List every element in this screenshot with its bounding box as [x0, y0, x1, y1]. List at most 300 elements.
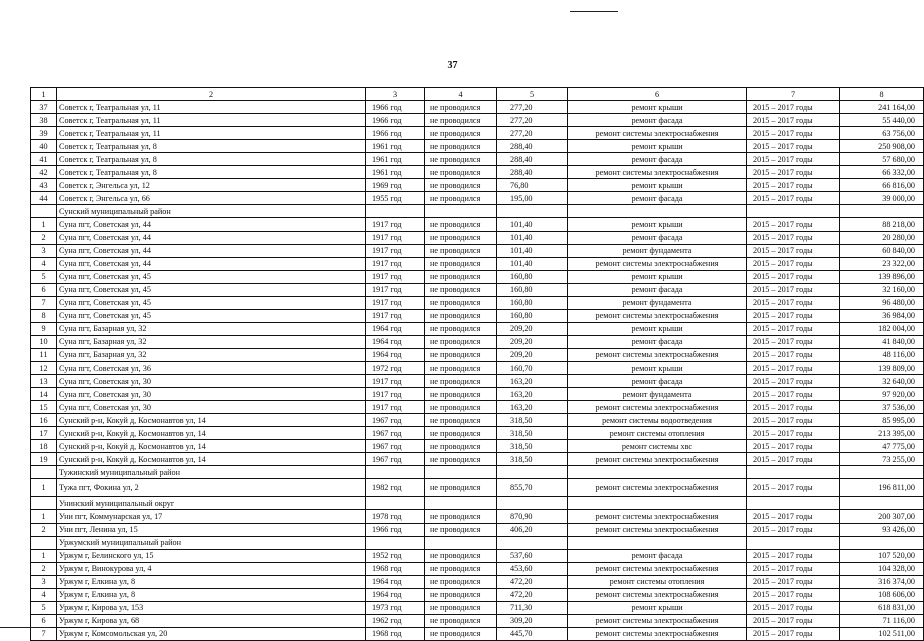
area-cell: 277,20	[497, 114, 568, 127]
column-number: 5	[497, 88, 568, 101]
area-cell: 101,40	[497, 218, 568, 231]
last-repair-cell: не проводился	[425, 114, 497, 127]
table-row	[31, 257, 924, 270]
address-cell: Суна пгт, Советская ул, 45	[57, 283, 366, 296]
row-number: 40	[31, 140, 57, 153]
last-repair-cell: не проводился	[425, 375, 497, 388]
cost-cell: 213 395,00	[840, 427, 924, 440]
cost-cell: 139 896,00	[840, 270, 924, 283]
row-number: 4	[31, 257, 57, 270]
table-row	[31, 140, 924, 153]
work-type-cell: ремонт фасада	[568, 549, 747, 562]
period-cell: 2015 – 2017 годы	[747, 549, 840, 562]
last-repair-cell: не проводился	[425, 427, 497, 440]
period-cell: 2015 – 2017 годы	[747, 257, 840, 270]
table-row	[31, 348, 924, 361]
cost-cell: 57 680,00	[840, 153, 924, 166]
empty-cell	[425, 205, 497, 218]
work-type-cell: ремонт системы электроснабжения	[568, 614, 747, 627]
table-row	[31, 588, 924, 601]
last-repair-cell: не проводился	[425, 309, 497, 322]
cost-cell: 48 116,00	[840, 348, 924, 361]
row-number: 6	[31, 614, 57, 627]
last-repair-cell: не проводился	[425, 479, 497, 497]
row-number: 3	[31, 244, 57, 257]
area-cell: 870,90	[497, 510, 568, 523]
area-cell: 711,30	[497, 601, 568, 614]
area-cell: 309,20	[497, 614, 568, 627]
period-cell: 2015 – 2017 годы	[747, 244, 840, 257]
last-repair-cell: не проводился	[425, 453, 497, 466]
empty-cell	[840, 466, 924, 479]
table-row	[31, 296, 924, 309]
work-type-cell: ремонт крыши	[568, 140, 747, 153]
work-type-cell: ремонт системы электроснабжения	[568, 479, 747, 497]
area-cell: 318,50	[497, 427, 568, 440]
work-type-cell: ремонт крыши	[568, 218, 747, 231]
last-repair-cell: не проводился	[425, 440, 497, 453]
empty-cell	[747, 466, 840, 479]
last-repair-cell: не проводился	[425, 348, 497, 361]
cost-cell: 139 809,00	[840, 361, 924, 374]
row-number: 43	[31, 179, 57, 192]
empty-cell	[497, 466, 568, 479]
row-number: 9	[31, 322, 57, 335]
year-built-cell: 1966 год	[366, 523, 425, 536]
last-repair-cell: не проводился	[425, 361, 497, 374]
address-cell: Уни пгт, Коммунарская ул, 17	[57, 510, 366, 523]
last-repair-cell: не проводился	[425, 179, 497, 192]
table-row	[31, 192, 924, 205]
table-row	[31, 335, 924, 348]
work-type-cell: ремонт системы электроснабжения	[568, 401, 747, 414]
last-repair-cell: не проводился	[425, 510, 497, 523]
area-cell: 277,20	[497, 101, 568, 114]
area-cell: 318,50	[497, 453, 568, 466]
year-built-cell: 1917 год	[366, 257, 425, 270]
column-number: 4	[425, 88, 497, 101]
district-section-row	[31, 497, 924, 510]
row-number: 7	[31, 296, 57, 309]
row-number: 11	[31, 348, 57, 361]
work-type-cell: ремонт фасада	[568, 153, 747, 166]
area-cell: 160,80	[497, 309, 568, 322]
year-built-cell: 1966 год	[366, 114, 425, 127]
table-row	[31, 322, 924, 335]
table-row	[31, 179, 924, 192]
address-cell: Уржум г, Елкина ул, 8	[57, 575, 366, 588]
work-type-cell: ремонт системы электроснабжения	[568, 453, 747, 466]
cost-cell: 97 920,00	[840, 388, 924, 401]
row-number: 2	[31, 231, 57, 244]
year-built-cell: 1917 год	[366, 270, 425, 283]
year-built-cell: 1982 год	[366, 479, 425, 497]
work-type-cell: ремонт системы электроснабжения	[568, 562, 747, 575]
table-row	[31, 375, 924, 388]
table-row	[31, 479, 924, 497]
work-type-cell: ремонт фундамента	[568, 388, 747, 401]
last-repair-cell: не проводился	[425, 244, 497, 257]
period-cell: 2015 – 2017 годы	[747, 335, 840, 348]
year-built-cell: 1978 год	[366, 510, 425, 523]
period-cell: 2015 – 2017 годы	[747, 101, 840, 114]
period-cell: 2015 – 2017 годы	[747, 440, 840, 453]
table-row	[31, 101, 924, 114]
table-row	[31, 361, 924, 374]
cost-cell: 73 255,00	[840, 453, 924, 466]
area-cell: 288,40	[497, 140, 568, 153]
area-cell: 101,40	[497, 257, 568, 270]
period-cell: 2015 – 2017 годы	[747, 427, 840, 440]
cost-cell: 37 536,00	[840, 401, 924, 414]
address-cell: Уржум г, Кирова ул, 153	[57, 601, 366, 614]
empty-cell	[497, 205, 568, 218]
column-number: 8	[840, 88, 924, 101]
work-type-cell: ремонт фасада	[568, 192, 747, 205]
row-number: 42	[31, 166, 57, 179]
row-number: 3	[31, 575, 57, 588]
row-number: 19	[31, 453, 57, 466]
address-cell: Уни пгт, Ленина ул, 15	[57, 523, 366, 536]
address-cell: Советск г, Театральная ул, 11	[57, 114, 366, 127]
area-cell: 318,50	[497, 414, 568, 427]
year-built-cell: 1964 год	[366, 335, 425, 348]
address-cell: Суна пгт, Советская ул, 44	[57, 244, 366, 257]
row-number: 15	[31, 401, 57, 414]
work-type-cell: ремонт фундамента	[568, 296, 747, 309]
row-number: 1	[31, 510, 57, 523]
year-built-cell: 1961 год	[366, 153, 425, 166]
empty-cell	[31, 205, 57, 218]
work-type-cell: ремонт крыши	[568, 361, 747, 374]
district-section-row	[31, 466, 924, 479]
cost-cell: 55 440,00	[840, 114, 924, 127]
address-cell: Суна пгт, Базарная ул, 32	[57, 322, 366, 335]
row-number: 18	[31, 440, 57, 453]
table-row	[31, 523, 924, 536]
cost-cell: 93 426,00	[840, 523, 924, 536]
address-cell: Суна пгт, Советская ул, 30	[57, 388, 366, 401]
cost-cell: 63 756,00	[840, 127, 924, 140]
table-row	[31, 244, 924, 257]
row-number: 1	[31, 549, 57, 562]
period-cell: 2015 – 2017 годы	[747, 270, 840, 283]
cost-cell: 36 984,00	[840, 309, 924, 322]
year-built-cell: 1968 год	[366, 627, 425, 640]
work-type-cell: ремонт системы электроснабжения	[568, 166, 747, 179]
work-type-cell: ремонт крыши	[568, 601, 747, 614]
year-built-cell: 1961 год	[366, 140, 425, 153]
period-cell: 2015 – 2017 годы	[747, 140, 840, 153]
table-row	[31, 510, 924, 523]
address-cell: Суна пгт, Базарная ул, 32	[57, 335, 366, 348]
last-repair-cell: не проводился	[425, 562, 497, 575]
row-number: 38	[31, 114, 57, 127]
last-repair-cell: не проводился	[425, 588, 497, 601]
address-cell: Суна пгт, Советская ул, 44	[57, 257, 366, 270]
cost-cell: 41 840,00	[840, 335, 924, 348]
year-built-cell: 1917 год	[366, 283, 425, 296]
year-built-cell: 1955 год	[366, 192, 425, 205]
last-repair-cell: не проводился	[425, 192, 497, 205]
period-cell: 2015 – 2017 годы	[747, 510, 840, 523]
row-number: 8	[31, 309, 57, 322]
last-repair-cell: не проводился	[425, 549, 497, 562]
period-cell: 2015 – 2017 годы	[747, 231, 840, 244]
last-repair-cell: не проводился	[425, 270, 497, 283]
empty-cell	[840, 205, 924, 218]
table-row	[31, 575, 924, 588]
empty-cell	[497, 497, 568, 510]
area-cell: 209,20	[497, 335, 568, 348]
row-number: 14	[31, 388, 57, 401]
district-name: Сунский муниципальный район	[57, 205, 366, 218]
period-cell: 2015 – 2017 годы	[747, 192, 840, 205]
address-cell: Уржум г, Винокурова ул, 4	[57, 562, 366, 575]
row-number: 10	[31, 335, 57, 348]
work-type-cell: ремонт системы водоотведения	[568, 414, 747, 427]
empty-cell	[366, 205, 425, 218]
year-built-cell: 1917 год	[366, 401, 425, 414]
area-cell: 101,40	[497, 244, 568, 257]
year-built-cell: 1969 год	[366, 179, 425, 192]
column-number: 6	[568, 88, 747, 101]
work-type-cell: ремонт системы отопления	[568, 427, 747, 440]
work-type-cell: ремонт фасада	[568, 114, 747, 127]
last-repair-cell: не проводился	[425, 257, 497, 270]
table-row	[31, 562, 924, 575]
address-cell: Суна пгт, Советская ул, 44	[57, 218, 366, 231]
area-cell: 163,20	[497, 375, 568, 388]
cost-cell: 39 000,00	[840, 192, 924, 205]
period-cell: 2015 – 2017 годы	[747, 588, 840, 601]
row-number: 12	[31, 361, 57, 374]
address-cell: Уржум г, Кирова ул, 68	[57, 614, 366, 627]
empty-cell	[31, 466, 57, 479]
empty-cell	[366, 536, 425, 549]
district-name: Унинский муниципальный округ	[57, 497, 366, 510]
last-repair-cell: не проводился	[425, 283, 497, 296]
area-cell: 537,60	[497, 549, 568, 562]
address-cell: Советск г, Энгельса ул, 66	[57, 192, 366, 205]
work-type-cell: ремонт системы отопления	[568, 575, 747, 588]
period-cell: 2015 – 2017 годы	[747, 361, 840, 374]
empty-cell	[366, 466, 425, 479]
row-number: 13	[31, 375, 57, 388]
top-rule	[570, 11, 618, 12]
column-number: 3	[366, 88, 425, 101]
row-number: 44	[31, 192, 57, 205]
table-row	[31, 453, 924, 466]
year-built-cell: 1967 год	[366, 453, 425, 466]
empty-cell	[840, 536, 924, 549]
table-row	[31, 309, 924, 322]
empty-cell	[568, 205, 747, 218]
row-number: 5	[31, 601, 57, 614]
empty-cell	[568, 497, 747, 510]
last-repair-cell: не проводился	[425, 231, 497, 244]
last-repair-cell: не проводился	[425, 414, 497, 427]
empty-cell	[568, 466, 747, 479]
address-cell: Суна пгт, Советская ул, 45	[57, 296, 366, 309]
table-row	[31, 427, 924, 440]
row-number: 37	[31, 101, 57, 114]
cost-cell: 96 480,00	[840, 296, 924, 309]
cost-cell: 250 908,00	[840, 140, 924, 153]
year-built-cell: 1964 год	[366, 575, 425, 588]
year-built-cell: 1917 год	[366, 218, 425, 231]
area-cell: 209,20	[497, 322, 568, 335]
address-cell: Уржум г, Елкина ул, 8	[57, 588, 366, 601]
work-type-cell: ремонт крыши	[568, 322, 747, 335]
work-type-cell: ремонт крыши	[568, 270, 747, 283]
work-type-cell: ремонт системы электроснабжения	[568, 257, 747, 270]
address-cell: Советск г, Театральная ул, 11	[57, 101, 366, 114]
empty-cell	[425, 466, 497, 479]
last-repair-cell: не проводился	[425, 140, 497, 153]
work-type-cell: ремонт крыши	[568, 179, 747, 192]
row-number: 1	[31, 218, 57, 231]
area-cell: 453,60	[497, 562, 568, 575]
last-repair-cell: не проводился	[425, 627, 497, 640]
period-cell: 2015 – 2017 годы	[747, 401, 840, 414]
work-type-cell: ремонт системы хвс	[568, 440, 747, 453]
period-cell: 2015 – 2017 годы	[747, 283, 840, 296]
empty-cell	[747, 536, 840, 549]
work-type-cell: ремонт фасада	[568, 283, 747, 296]
year-built-cell: 1917 год	[366, 231, 425, 244]
address-cell: Сунский р-н, Кокуй д, Космонавтов ул, 14	[57, 453, 366, 466]
cost-cell: 618 831,00	[840, 601, 924, 614]
period-cell: 2015 – 2017 годы	[747, 218, 840, 231]
period-cell: 2015 – 2017 годы	[747, 375, 840, 388]
last-repair-cell: не проводился	[425, 218, 497, 231]
area-cell: 160,80	[497, 283, 568, 296]
area-cell: 195,00	[497, 192, 568, 205]
area-cell: 406,20	[497, 523, 568, 536]
area-cell: 277,20	[497, 127, 568, 140]
year-built-cell: 1962 год	[366, 614, 425, 627]
work-type-cell: ремонт системы электроснабжения	[568, 510, 747, 523]
table-row	[31, 231, 924, 244]
year-built-cell: 1961 год	[366, 166, 425, 179]
cost-cell: 47 775,00	[840, 440, 924, 453]
cost-cell: 241 164,00	[840, 101, 924, 114]
table-row	[31, 614, 924, 627]
period-cell: 2015 – 2017 годы	[747, 575, 840, 588]
repair-registry-table	[30, 87, 924, 641]
last-repair-cell: не проводился	[425, 401, 497, 414]
district-name: Уржумский муниципальный район	[57, 536, 366, 549]
year-built-cell: 1917 год	[366, 375, 425, 388]
empty-cell	[747, 497, 840, 510]
period-cell: 2015 – 2017 годы	[747, 601, 840, 614]
work-type-cell: ремонт системы электроснабжения	[568, 127, 747, 140]
area-cell: 472,20	[497, 588, 568, 601]
work-type-cell: ремонт системы электроснабжения	[568, 627, 747, 640]
address-cell: Сунский р-н, Кокуй д, Космонавтов ул, 14	[57, 414, 366, 427]
footnote-rule	[0, 627, 50, 628]
cost-cell: 200 307,00	[840, 510, 924, 523]
period-cell: 2015 – 2017 годы	[747, 414, 840, 427]
work-type-cell: ремонт фасада	[568, 231, 747, 244]
period-cell: 2015 – 2017 годы	[747, 479, 840, 497]
cost-cell: 196 811,00	[840, 479, 924, 497]
year-built-cell: 1967 год	[366, 440, 425, 453]
empty-cell	[568, 536, 747, 549]
last-repair-cell: не проводился	[425, 153, 497, 166]
area-cell: 472,20	[497, 575, 568, 588]
period-cell: 2015 – 2017 годы	[747, 153, 840, 166]
address-cell: Суна пгт, Советская ул, 30	[57, 375, 366, 388]
address-cell: Суна пгт, Базарная ул, 32	[57, 348, 366, 361]
period-cell: 2015 – 2017 годы	[747, 179, 840, 192]
year-built-cell: 1917 год	[366, 388, 425, 401]
address-cell: Советск г, Энгельса ул, 12	[57, 179, 366, 192]
last-repair-cell: не проводился	[425, 127, 497, 140]
address-cell: Советск г, Театральная ул, 8	[57, 153, 366, 166]
year-built-cell: 1952 год	[366, 549, 425, 562]
empty-cell	[840, 497, 924, 510]
address-cell: Суна пгт, Советская ул, 45	[57, 270, 366, 283]
table-row	[31, 218, 924, 231]
last-repair-cell: не проводился	[425, 388, 497, 401]
area-cell: 855,70	[497, 479, 568, 497]
cost-cell: 71 116,00	[840, 614, 924, 627]
address-cell: Суна пгт, Советская ул, 36	[57, 361, 366, 374]
cost-cell: 23 322,00	[840, 257, 924, 270]
period-cell: 2015 – 2017 годы	[747, 114, 840, 127]
row-number: 2	[31, 523, 57, 536]
work-type-cell: ремонт фундамента	[568, 244, 747, 257]
period-cell: 2015 – 2017 годы	[747, 627, 840, 640]
cost-cell: 104 328,00	[840, 562, 924, 575]
table-row	[31, 627, 924, 640]
table-row	[31, 401, 924, 414]
district-section-row	[31, 536, 924, 549]
work-type-cell: ремонт крыши	[568, 101, 747, 114]
last-repair-cell: не проводился	[425, 101, 497, 114]
cost-cell: 32 160,00	[840, 283, 924, 296]
address-cell: Суна пгт, Советская ул, 45	[57, 309, 366, 322]
work-type-cell: ремонт системы электроснабжения	[568, 523, 747, 536]
work-type-cell: ремонт фасада	[568, 375, 747, 388]
table-row	[31, 388, 924, 401]
period-cell: 2015 – 2017 годы	[747, 127, 840, 140]
last-repair-cell: не проводился	[425, 614, 497, 627]
year-built-cell: 1972 год	[366, 361, 425, 374]
district-name: Тужинский муниципальный район	[57, 466, 366, 479]
cost-cell: 107 520,00	[840, 549, 924, 562]
table-row	[31, 114, 924, 127]
last-repair-cell: не проводился	[425, 335, 497, 348]
address-cell: Уржум г, Комсомольская ул, 20	[57, 627, 366, 640]
row-number: 39	[31, 127, 57, 140]
year-built-cell: 1964 год	[366, 348, 425, 361]
cost-cell: 88 218,00	[840, 218, 924, 231]
area-cell: 160,70	[497, 361, 568, 374]
column-number-row	[31, 88, 924, 101]
cost-cell: 66 816,00	[840, 179, 924, 192]
address-cell: Советск г, Театральная ул, 11	[57, 127, 366, 140]
empty-cell	[31, 536, 57, 549]
area-cell: 160,80	[497, 270, 568, 283]
period-cell: 2015 – 2017 годы	[747, 523, 840, 536]
address-cell: Суна пгт, Советская ул, 44	[57, 231, 366, 244]
work-type-cell: ремонт системы электроснабжения	[568, 588, 747, 601]
table-row	[31, 414, 924, 427]
cost-cell: 102 511,00	[840, 627, 924, 640]
